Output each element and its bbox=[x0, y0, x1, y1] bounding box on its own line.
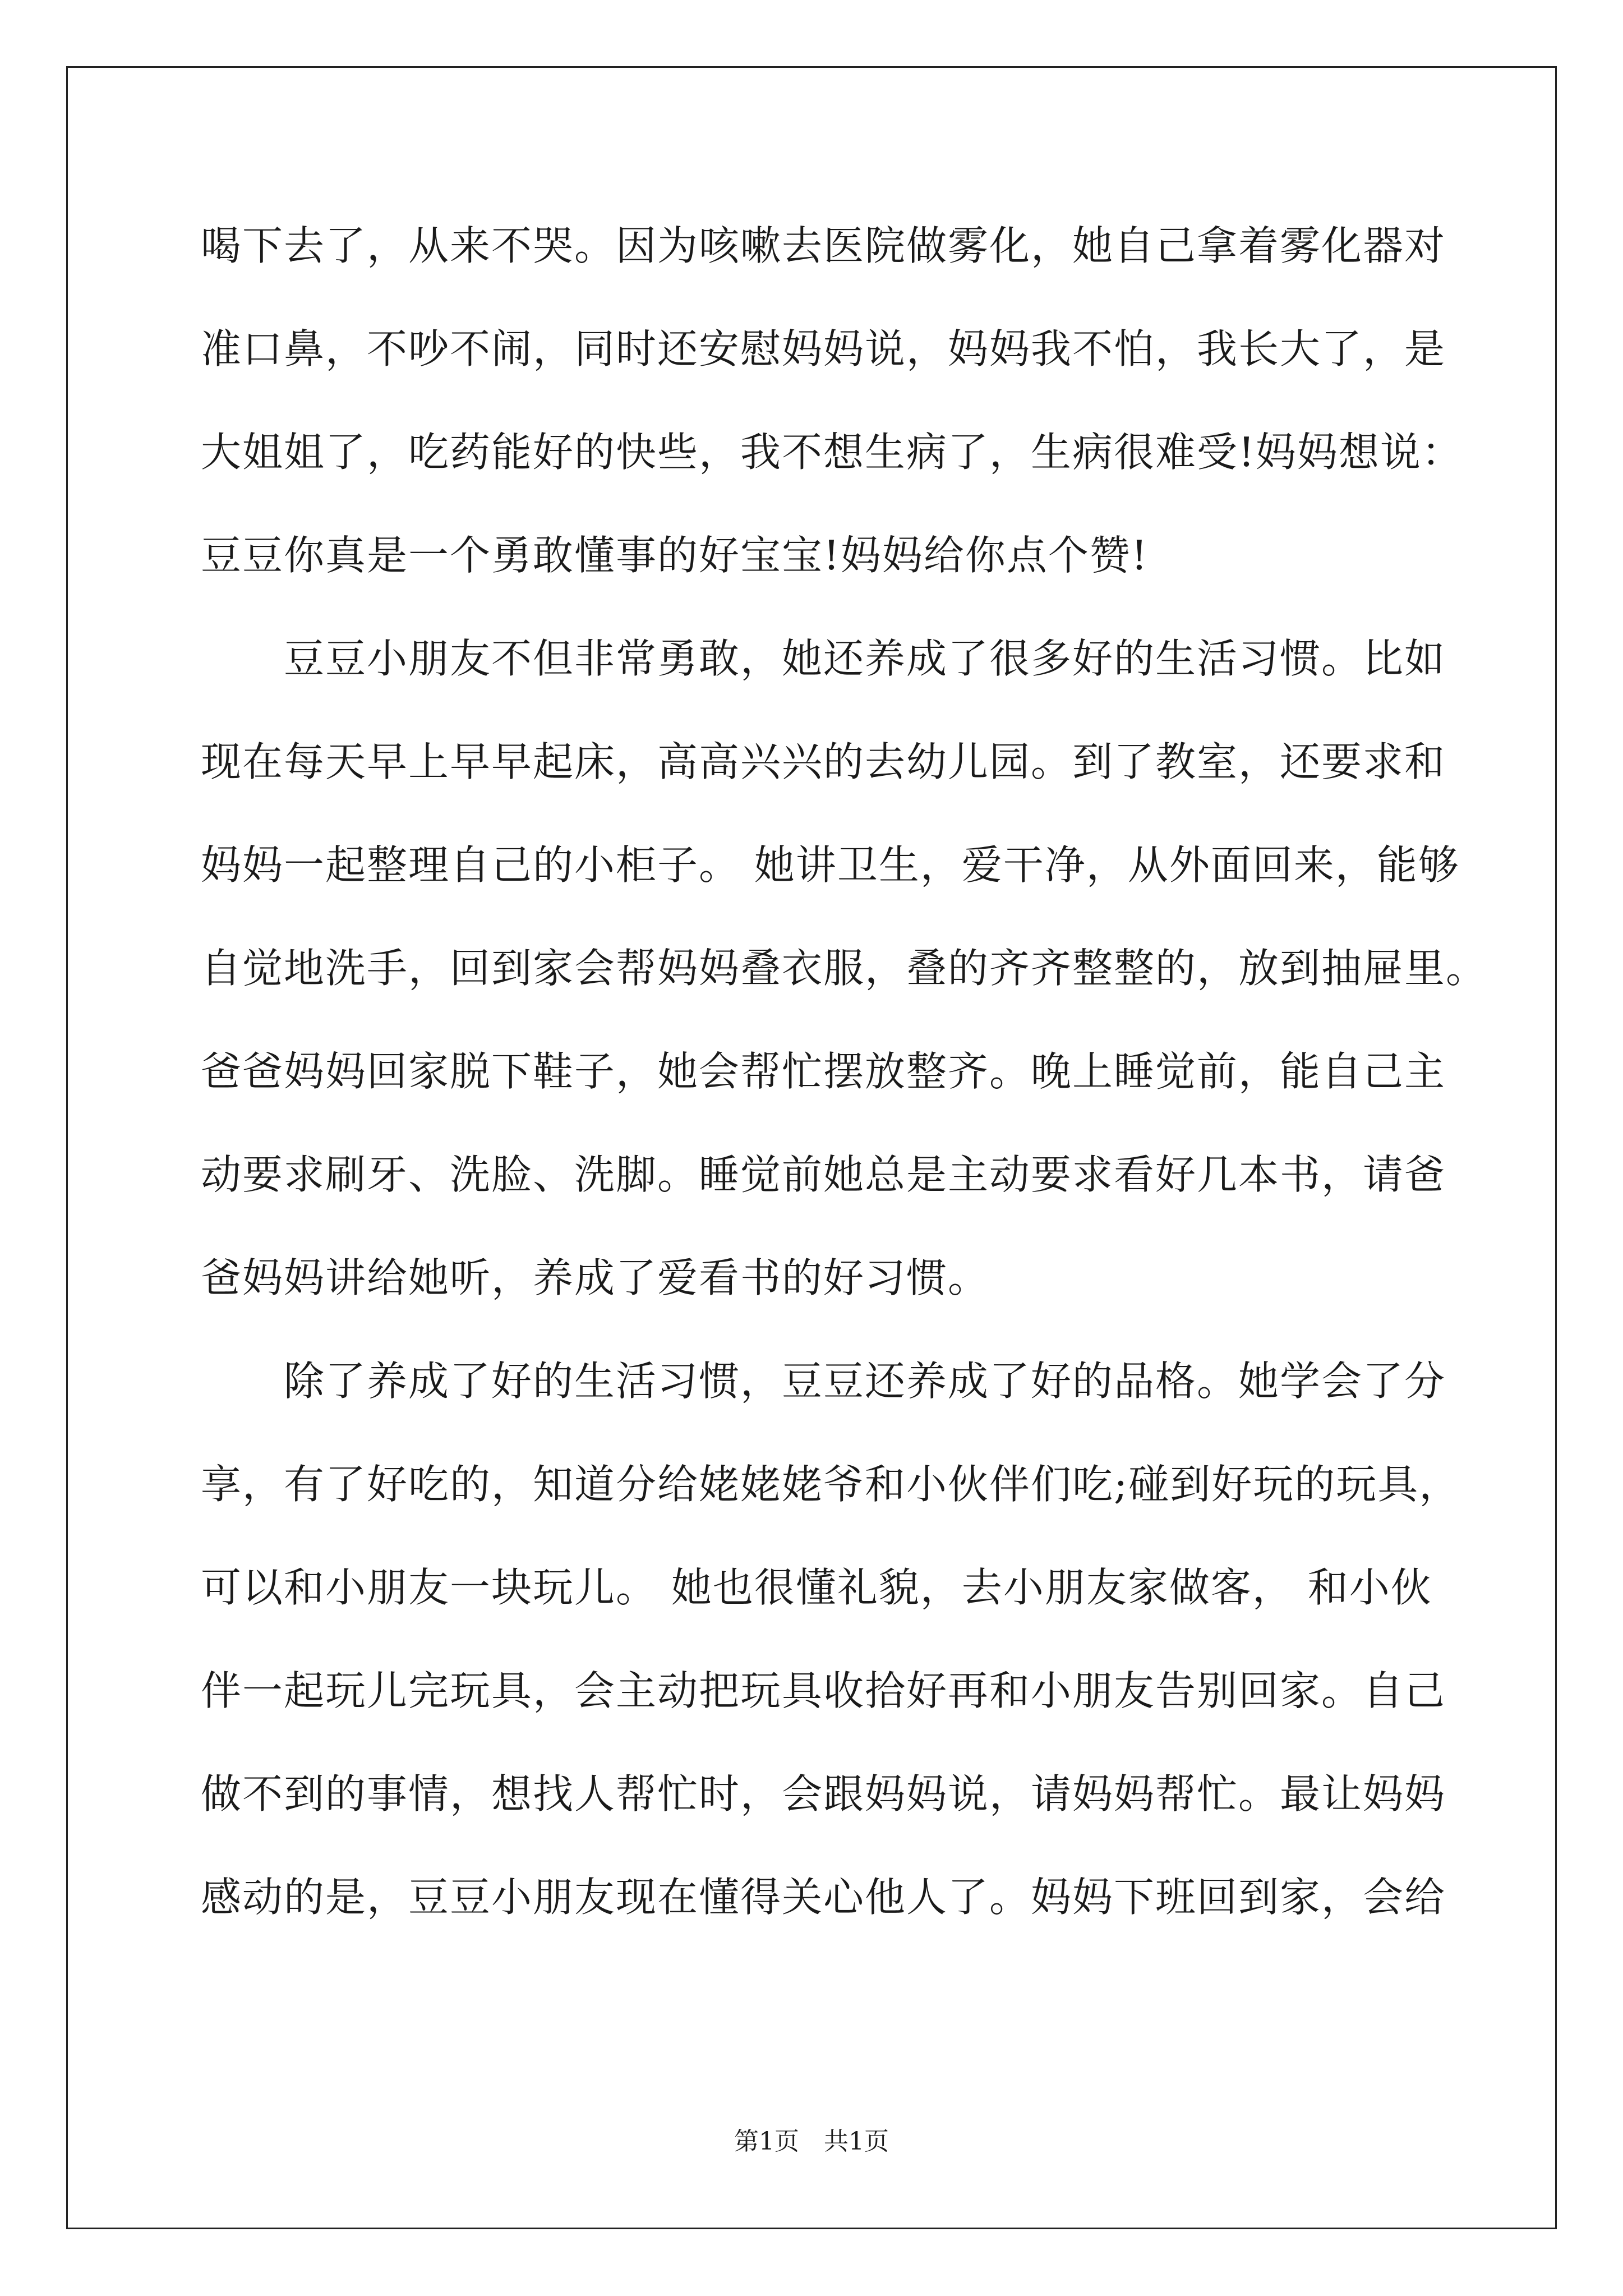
text-line: 喝下去了，从来不哭。因为咳嗽去医院做雾化，她自己拿着雾化器对 bbox=[201, 222, 1446, 269]
text-line: 妈妈一起整理自己的小柜子。 她讲卫生，爱干净，从外面回来，能够 bbox=[201, 841, 1460, 889]
text-line: 伴一起玩儿完玩具，会主动把玩具收拾好再和小朋友告别回家。自己 bbox=[201, 1667, 1446, 1714]
text-line: 豆豆你真是一个勇敢懂事的好宝宝!妈妈给你点个赞! bbox=[201, 532, 1149, 579]
text-line: 做不到的事情，想找人帮忙时，会跟妈妈说，请妈妈帮忙。最让妈妈 bbox=[201, 1770, 1446, 1818]
text-line: 除了养成了好的生活习惯，豆豆还养成了好的品格。她学会了分 bbox=[201, 1358, 1446, 1405]
text-line: 感动的是，豆豆小朋友现在懂得关心他人了。妈妈下班回到家，会给 bbox=[201, 1874, 1446, 1921]
text-line: 爸爸妈妈回家脱下鞋子，她会帮忙摆放整齐。晚上睡觉前，能自己主 bbox=[201, 1048, 1446, 1095]
text-line: 现在每天早上早早起床，高高兴兴的去幼儿园。到了教室，还要求和 bbox=[201, 738, 1446, 785]
text-line: 大姐姐了，吃药能好的快些，我不想生病了，生病很难受!妈妈想说： bbox=[201, 429, 1463, 476]
text-line: 豆豆小朋友不但非常勇敢，她还养成了很多好的生活习惯。比如 bbox=[201, 635, 1446, 682]
text-line: 动要求刷牙、洗脸、洗脚。睡觉前她总是主动要求看好几本书，请爸 bbox=[201, 1151, 1446, 1198]
page-number-footer: 第1页 共1页 bbox=[734, 2127, 889, 2156]
text-line: 享，有了好吃的，知道分给姥姥姥爷和小伙伴们吃;碰到好玩的玩具， bbox=[201, 1461, 1461, 1508]
text-line: 可以和小朋友一块玩儿。 她也很懂礼貌，去小朋友家做客， 和小伙 bbox=[201, 1564, 1432, 1611]
document-body bbox=[201, 218, 1488, 1972]
text-line: 爸妈妈讲给她听，养成了爱看书的好习惯。 bbox=[201, 1254, 990, 1301]
text-line: 自觉地洗手，回到家会帮妈妈叠衣服，叠的齐齐整整的，放到抽屉里。 bbox=[201, 945, 1488, 992]
text-line: 准口鼻，不吵不闹，同时还安慰妈妈说，妈妈我不怕，我长大了，是 bbox=[201, 325, 1446, 372]
